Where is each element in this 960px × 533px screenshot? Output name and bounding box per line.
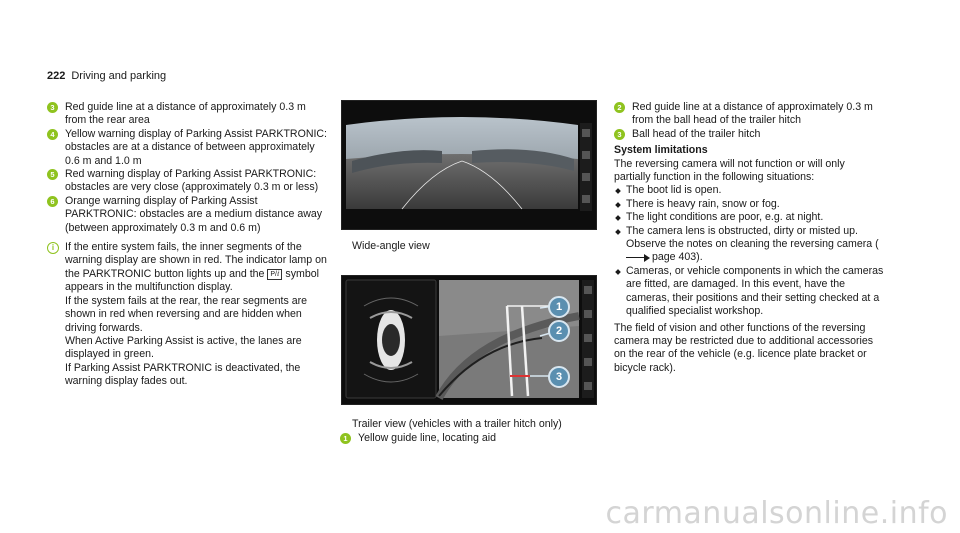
legend-item-5 <box>47 168 327 195</box>
legend-item-4 <box>47 128 327 168</box>
legend-item-3 <box>47 101 327 128</box>
bullet-item: Cameras, or vehicle components in which the cameras are fitted, are damaged. In this event, have the cameras, their positions and their setting checked at a qualified specialist workshop. <box>614 265 884 319</box>
watermark: carmanualsonline.info <box>605 496 948 531</box>
note-text: If the entire system fails, the inner segments of the warning display are shown in red. The indicator lamp on the PARKTRONIC button lights up and the <box>65 241 327 280</box>
caption-trailer-view: Trailer view (vehicles with a trailer hitch only) <box>352 418 562 431</box>
column-middle <box>340 100 610 445</box>
note-text: If Parking Assist PARKTRONIC is deactivated, the warning display fades out. <box>65 361 301 388</box>
closing-paragraph: The field of vision and other functions of the reversing camera may be restricted due to additional accessories on the rear of the vehicle (e.g. licence plate bracket or bicycle rack). <box>614 321 874 374</box>
bullet-item: There is heavy rain, snow or fog. <box>614 198 884 211</box>
wide-angle-view-illustration <box>342 101 596 229</box>
legend-item-6 <box>47 195 327 235</box>
legend-item-3b <box>614 128 884 141</box>
info-icon: i <box>47 242 59 254</box>
legend-text: Orange warning display of Parking Assist PARKTRONIC: obstacles are a medium distance away (between approximately 0.3 m and 0.6 m) <box>65 194 323 234</box>
info-note <box>47 241 327 388</box>
number-badge: 3 <box>47 102 58 113</box>
bullet-text: The camera lens is obstructed, dirty or misted up. Observe the notes on cleaning the reversing camera ( <box>626 224 879 251</box>
arrow-right-icon <box>626 254 652 262</box>
bullet-item: The boot lid is open. <box>614 184 884 197</box>
number-badge: 1 <box>340 433 351 444</box>
callout-marker-1: 1 <box>548 296 570 318</box>
callout-marker-2: 2 <box>548 320 570 342</box>
number-badge: 3 <box>614 129 625 140</box>
legend-text: Ball head of the trailer hitch <box>632 127 761 140</box>
caption-wide-angle: Wide-angle view <box>352 240 430 252</box>
trailer-camera-image <box>341 275 597 405</box>
bullet-item: The light conditions are poor, e.g. at night. <box>614 211 884 224</box>
page-header <box>47 70 166 83</box>
parktronic-symbol-icon: P/ⅈ <box>267 269 282 280</box>
section-title: Driving and parking <box>71 70 167 82</box>
legend-text: Yellow warning display of Parking Assist PARKTRONIC: obstacles are at a distance of between approximately 0.6 m and 1.0 m <box>65 127 328 167</box>
note-text: symbol appears in the multifunction display. <box>65 267 319 294</box>
bullet-item-cleaning <box>614 225 884 265</box>
number-badge: 6 <box>47 196 58 207</box>
note-text: When Active Parking Assist is active, the lanes are displayed in green. <box>65 334 302 361</box>
callout-marker-3: 3 <box>548 366 570 388</box>
note-text: If the system fails at the rear, the rear segments are shown in red when reversing and are hidden when driving forwards. <box>65 294 308 334</box>
section-heading: System limitations <box>614 144 708 157</box>
legend-item-2 <box>614 101 884 128</box>
number-badge: 2 <box>614 102 625 113</box>
legend-item-1 <box>340 432 610 445</box>
number-badge: 4 <box>47 129 58 140</box>
legend-text: Red warning display of Parking Assist PARKTRONIC: obstacles are very close (approximately 0.3 m or less) <box>65 168 319 194</box>
legend-text: Yellow guide line, locating aid <box>358 431 497 444</box>
intro-paragraph: The reversing camera will not function or will only partially function in the following situations: <box>614 157 845 184</box>
wide-angle-camera-image <box>341 100 597 230</box>
column-right <box>614 101 884 375</box>
number-badge: 5 <box>47 169 58 180</box>
page-reference-link[interactable]: page 403). <box>652 251 703 264</box>
legend-text: Red guide line at a distance of approximately 0.3 m from the ball head of the trailer hitch <box>632 101 873 127</box>
column-left <box>47 101 327 389</box>
page-number: 222 <box>47 70 66 82</box>
legend-text: Red guide line at a distance of approximately 0.3 m from the rear area <box>65 101 306 127</box>
